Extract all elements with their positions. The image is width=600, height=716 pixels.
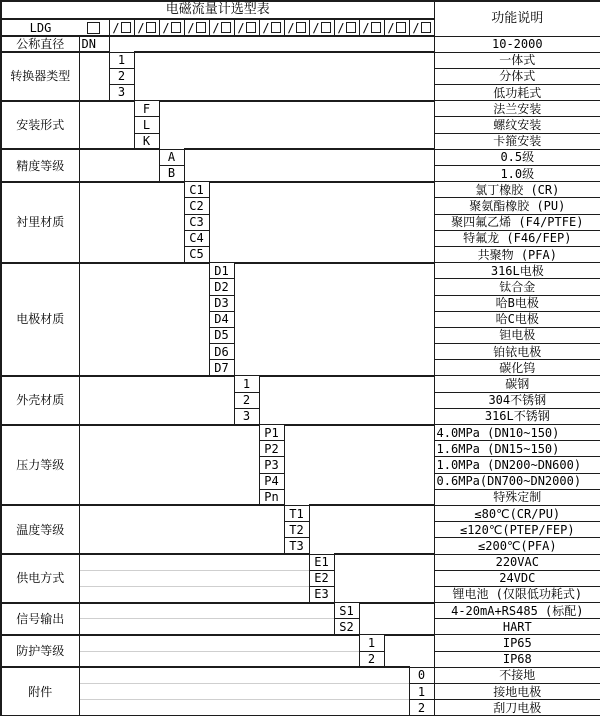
code-cell: T2 — [284, 522, 309, 538]
spacer-cell — [184, 149, 434, 181]
slash: / — [212, 20, 220, 35]
placeholder-box-icon — [87, 22, 100, 34]
spacer-cell — [79, 52, 109, 101]
placeholder-box-icon — [121, 22, 131, 33]
placeholder-box-icon — [421, 22, 431, 33]
code-cell: D3 — [209, 295, 234, 311]
function-cell: IP65 — [434, 635, 600, 651]
code-cell: A — [159, 149, 184, 165]
slash: / — [362, 20, 370, 35]
model-digit-slot — [109, 19, 134, 36]
model-digit-slot — [209, 19, 234, 36]
function-cell: ≤120℃(PTEP/FEP) — [434, 522, 600, 538]
function-cell: 一体式 — [434, 52, 600, 68]
code-cell: D7 — [209, 360, 234, 376]
spacer-cell — [309, 505, 434, 554]
spacer-cell — [79, 635, 359, 651]
model-digit-slot — [409, 19, 434, 36]
function-cell: 钽电极 — [434, 327, 600, 343]
spacer-cell — [79, 570, 309, 586]
code-cell: 1 — [234, 376, 259, 392]
code-cell: E2 — [309, 570, 334, 586]
placeholder-box-icon — [321, 22, 331, 33]
function-cell: 0.6MPa(DN700~DN2000) — [434, 473, 600, 489]
code-cell: 1 — [109, 52, 134, 68]
spacer-cell — [79, 376, 234, 425]
spacer-cell — [79, 619, 334, 635]
spacer-cell — [79, 505, 284, 554]
function-cell: 卡箍安装 — [434, 133, 600, 149]
spacer-cell — [134, 52, 434, 101]
spacer-cell — [79, 263, 209, 376]
function-cell: HART — [434, 619, 600, 635]
function-cell: 接地电极 — [434, 684, 600, 700]
slash: / — [187, 20, 195, 35]
code-cell: 2 — [234, 392, 259, 408]
function-cell: 304不锈钢 — [434, 392, 600, 408]
function-cell: 4.0MPa (DN10~150) — [434, 425, 600, 441]
function-cell: 特氟龙 (F46/FEP) — [434, 230, 600, 246]
slash: / — [337, 20, 345, 35]
category-label: 外壳材质 — [1, 376, 79, 425]
spacer-cell — [384, 635, 434, 667]
function-cell: 铂铱电极 — [434, 344, 600, 360]
code-cell: 0 — [409, 667, 434, 683]
category-label: 压力等级 — [1, 425, 79, 506]
slash: / — [262, 20, 270, 35]
category-label: 温度等级 — [1, 505, 79, 554]
model-digit-slot — [384, 19, 409, 36]
code-cell: P2 — [259, 441, 284, 457]
code-cell: 1 — [409, 684, 434, 700]
function-cell: 法兰安装 — [434, 101, 600, 117]
function-cell: 哈C电极 — [434, 311, 600, 327]
spacer-cell — [234, 263, 434, 376]
category-label: 转换器类型 — [1, 52, 79, 101]
placeholder-box-icon — [246, 22, 256, 33]
placeholder-box-icon — [196, 22, 206, 33]
code-cell: D4 — [209, 311, 234, 327]
code-cell: DN — [79, 36, 109, 52]
code-cell: Pn — [259, 489, 284, 505]
code-cell: P1 — [259, 425, 284, 441]
code-cell: C3 — [184, 214, 209, 230]
function-column-header: 功能说明 — [434, 1, 600, 36]
code-cell: F — [134, 101, 159, 117]
table-title: 电磁流量计选型表 — [1, 1, 434, 19]
code-cell: D2 — [209, 279, 234, 295]
code-cell: S2 — [334, 619, 359, 635]
spacer-cell — [109, 36, 434, 52]
function-cell: 316L电极 — [434, 263, 600, 279]
code-cell: C5 — [184, 246, 209, 262]
function-cell: 刮刀电极 — [434, 700, 600, 716]
placeholder-box-icon — [296, 22, 306, 33]
code-cell: 1 — [359, 635, 384, 651]
function-cell: 316L不锈钢 — [434, 408, 600, 424]
code-cell: 3 — [234, 408, 259, 424]
function-cell: 锂电池 (仅限低功耗式) — [434, 586, 600, 602]
model-digit-slot — [259, 19, 284, 36]
category-label: 防护等级 — [1, 635, 79, 667]
spacer-cell — [79, 182, 184, 263]
model-digit-slot — [284, 19, 309, 36]
category-label: 安装形式 — [1, 101, 79, 150]
slash: / — [387, 20, 395, 35]
function-cell: 螺纹安装 — [434, 117, 600, 133]
slash: / — [162, 20, 170, 35]
model-digit-slot — [234, 19, 259, 36]
function-cell: 钛合金 — [434, 279, 600, 295]
code-cell: D1 — [209, 263, 234, 279]
code-cell: P4 — [259, 473, 284, 489]
slash: / — [237, 20, 245, 35]
slash: / — [112, 20, 120, 35]
spacer-cell — [79, 149, 159, 181]
function-cell: 4-20mA+RS485 (标配) — [434, 603, 600, 619]
function-cell: 特殊定制 — [434, 489, 600, 505]
placeholder-box-icon — [146, 22, 156, 33]
function-cell: 分体式 — [434, 68, 600, 84]
spacer-cell — [79, 586, 309, 602]
spacer-cell — [209, 182, 434, 263]
slash: / — [137, 20, 145, 35]
function-cell: 哈B电极 — [434, 295, 600, 311]
code-cell: E1 — [309, 554, 334, 570]
category-label: 精度等级 — [1, 149, 79, 181]
model-digit-slot — [79, 19, 109, 36]
placeholder-box-icon — [396, 22, 406, 33]
spacer-cell — [79, 684, 409, 700]
code-cell: P3 — [259, 457, 284, 473]
code-cell: T1 — [284, 505, 309, 521]
placeholder-box-icon — [271, 22, 281, 33]
function-cell: ≤200℃(PFA) — [434, 538, 600, 554]
function-cell: 10-2000 — [434, 36, 600, 52]
function-cell: 0.5级 — [434, 149, 600, 165]
category-label: 电极材质 — [1, 263, 79, 376]
slash: / — [287, 20, 295, 35]
code-cell: 2 — [359, 651, 384, 667]
spacer-cell — [79, 603, 334, 619]
code-cell: 3 — [109, 85, 134, 101]
spacer-cell — [159, 101, 434, 150]
code-cell: 2 — [109, 68, 134, 84]
function-cell: 24VDC — [434, 570, 600, 586]
spacer-cell — [79, 700, 409, 716]
spacer-cell — [79, 101, 134, 150]
category-label: 供电方式 — [1, 554, 79, 603]
slash: / — [312, 20, 320, 35]
code-cell: S1 — [334, 603, 359, 619]
spacer-cell — [259, 376, 434, 425]
function-cell: 聚四氟乙烯 (F4/PTFE) — [434, 214, 600, 230]
model-digit-slot — [134, 19, 159, 36]
code-cell: C2 — [184, 198, 209, 214]
function-cell: 碳钢 — [434, 376, 600, 392]
spacer-cell — [79, 651, 359, 667]
function-cell: 共聚物 (PFA) — [434, 246, 600, 262]
spacer-cell — [79, 667, 409, 683]
spacer-cell — [284, 425, 434, 506]
placeholder-box-icon — [221, 22, 231, 33]
code-cell: K — [134, 133, 159, 149]
model-digit-slot — [309, 19, 334, 36]
function-cell: 1.6MPa (DN15~150) — [434, 441, 600, 457]
model-prefix: LDG — [29, 20, 52, 35]
model-digit-slot — [334, 19, 359, 36]
function-cell: 1.0MPa (DN200~DN600) — [434, 457, 600, 473]
spacer-cell — [79, 425, 259, 506]
slash: / — [412, 20, 420, 35]
code-cell: L — [134, 117, 159, 133]
function-cell: 聚氨酯橡胶 (PU) — [434, 198, 600, 214]
placeholder-box-icon — [171, 22, 181, 33]
placeholder-box-icon — [346, 22, 356, 33]
category-label: 公称直径 — [1, 36, 79, 52]
code-cell: E3 — [309, 586, 334, 602]
spacer-cell — [334, 554, 434, 603]
function-cell: 低功耗式 — [434, 85, 600, 101]
model-digit-slot — [359, 19, 384, 36]
code-cell: T3 — [284, 538, 309, 554]
code-cell: D5 — [209, 327, 234, 343]
function-cell: ≤80℃(CR/PU) — [434, 505, 600, 521]
code-cell: D6 — [209, 344, 234, 360]
spacer-cell — [79, 554, 309, 570]
function-cell: 220VAC — [434, 554, 600, 570]
category-label: 附件 — [1, 667, 79, 716]
model-digit-slot — [159, 19, 184, 36]
code-cell: C4 — [184, 230, 209, 246]
code-cell: 2 — [409, 700, 434, 716]
function-cell: 碳化钨 — [434, 360, 600, 376]
code-cell: B — [159, 166, 184, 182]
model-digit-slot — [184, 19, 209, 36]
category-label: 衬里材质 — [1, 182, 79, 263]
function-cell: IP68 — [434, 651, 600, 667]
function-cell: 1.0级 — [434, 166, 600, 182]
spacer-cell — [359, 603, 434, 635]
function-cell: 氯丁橡胶 (CR) — [434, 182, 600, 198]
code-cell: C1 — [184, 182, 209, 198]
placeholder-box-icon — [371, 22, 381, 33]
category-label: 信号输出 — [1, 603, 79, 635]
function-cell: 不接地 — [434, 667, 600, 683]
